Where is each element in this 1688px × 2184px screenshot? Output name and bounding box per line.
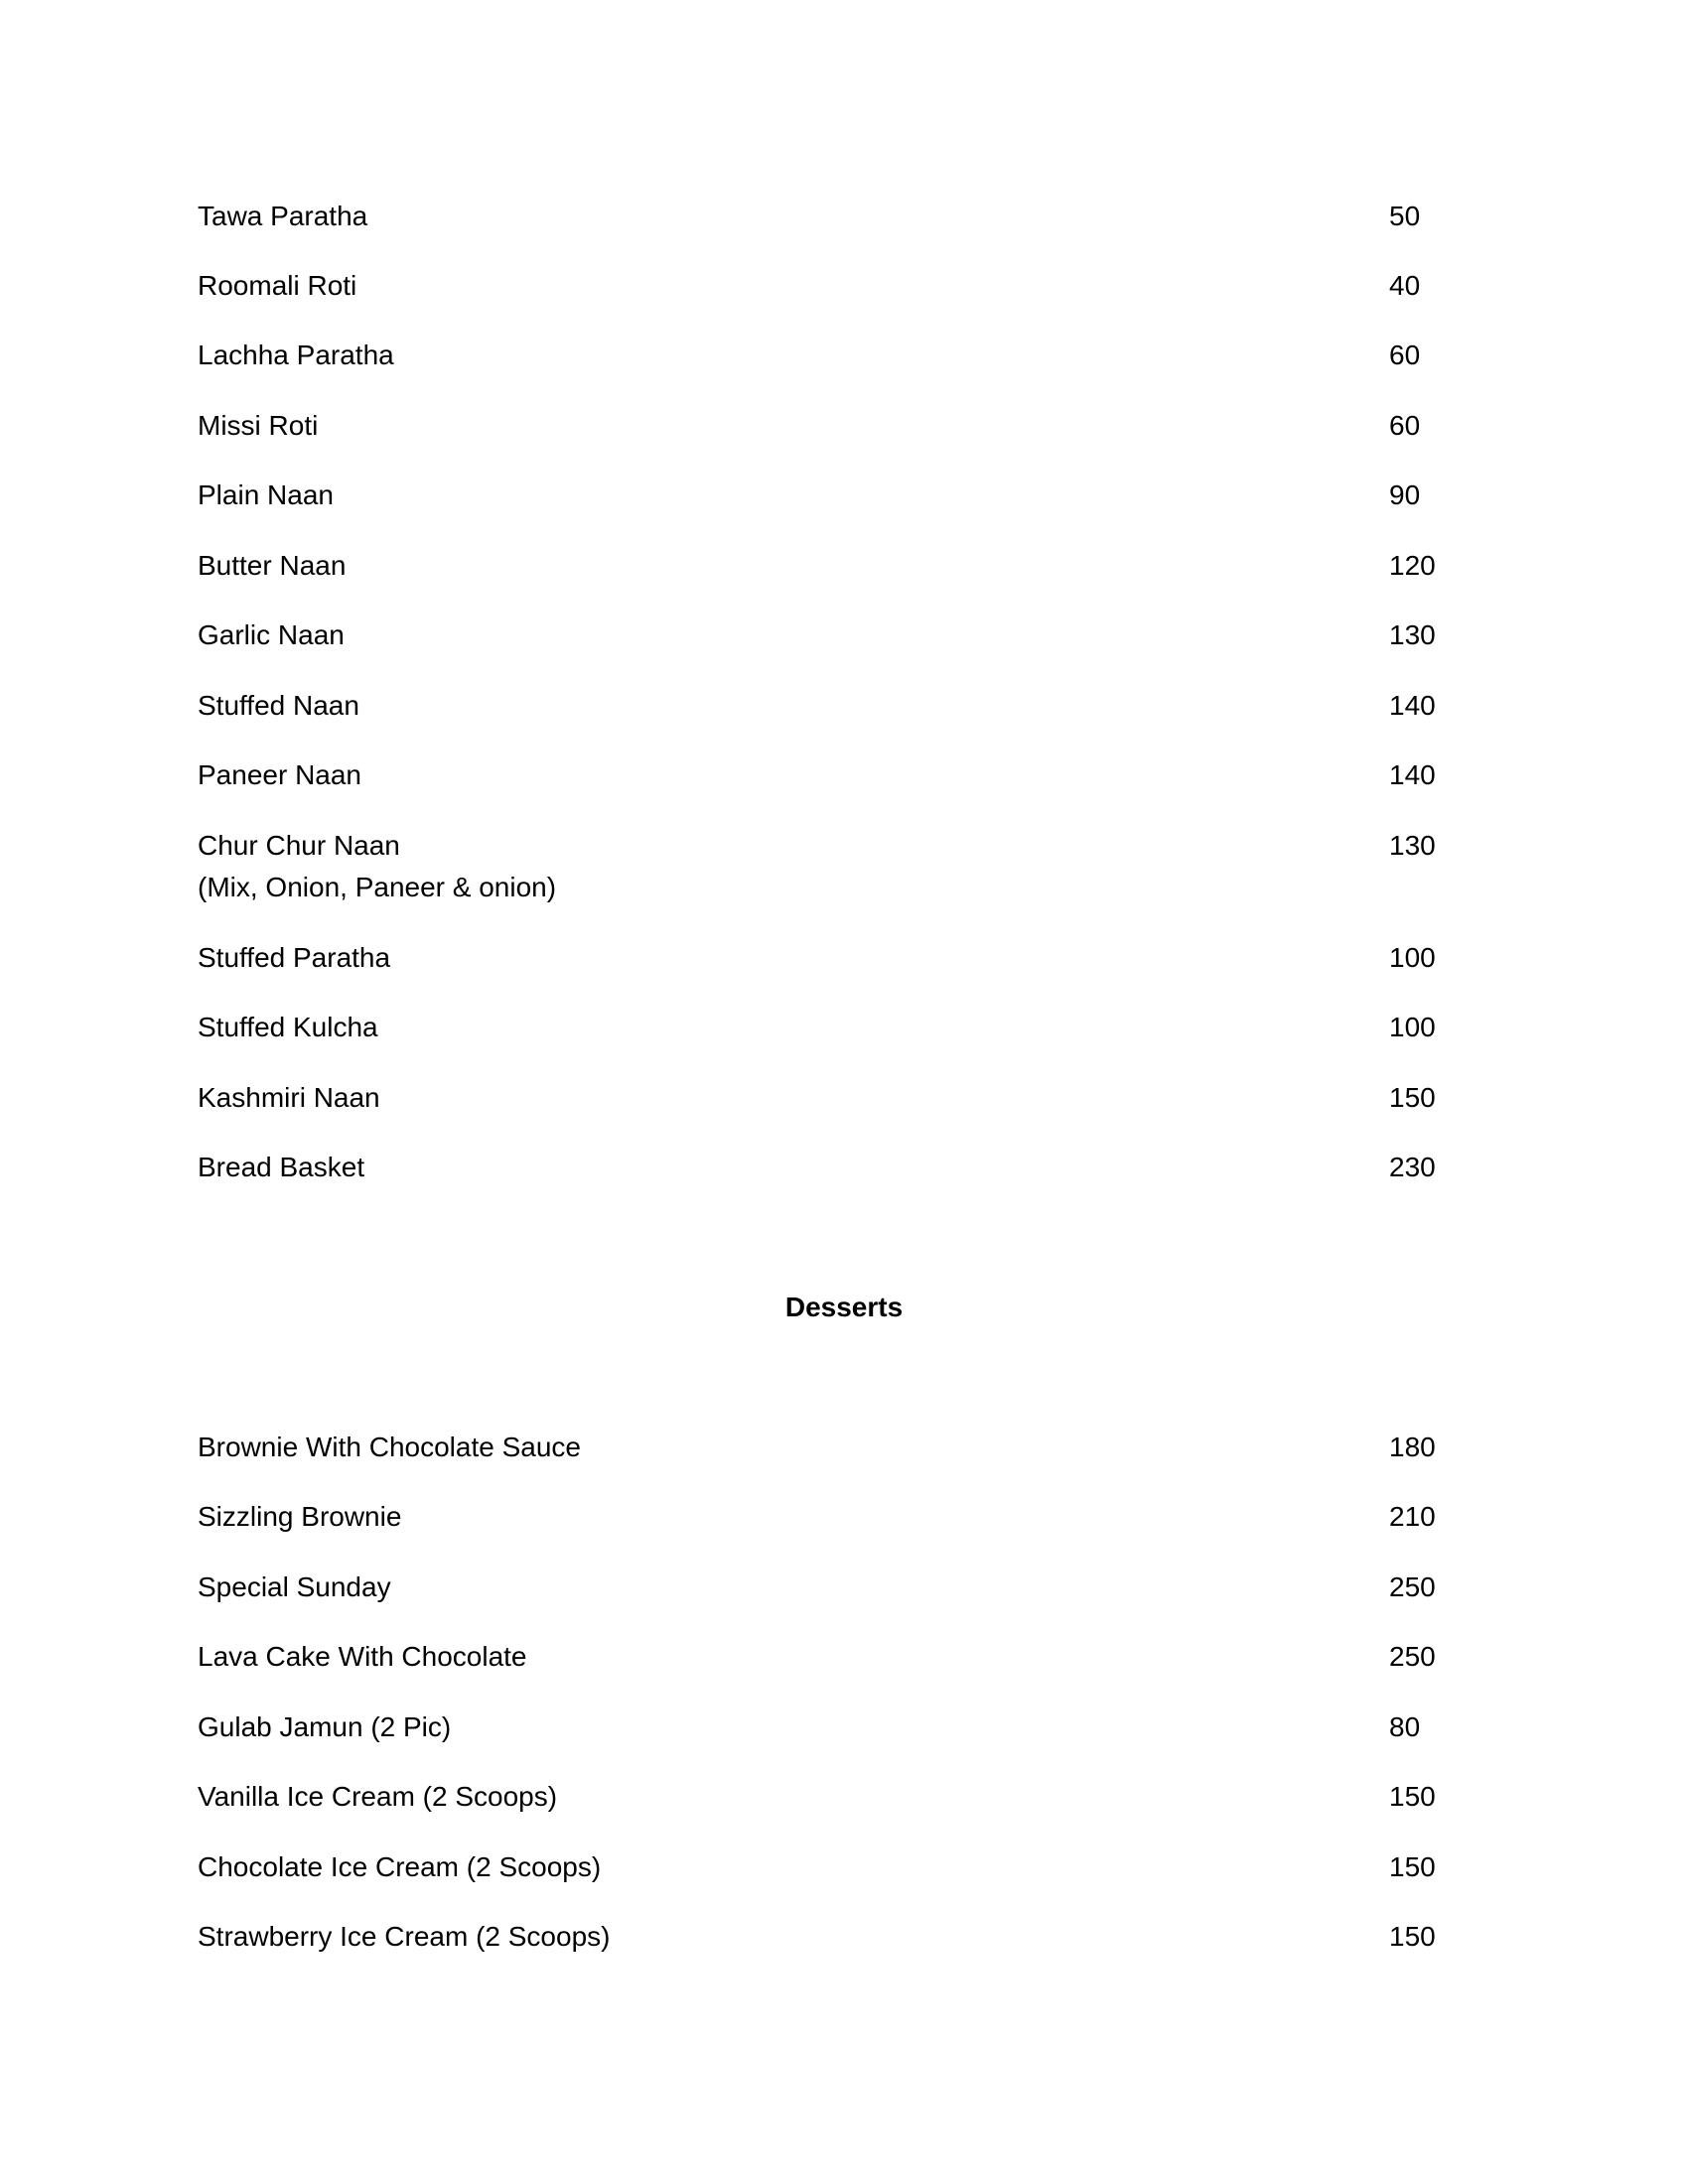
- item-price: 230: [1389, 1152, 1436, 1182]
- item-price: 120: [1389, 550, 1436, 581]
- item-price: 150: [1389, 1082, 1436, 1113]
- item-name: Butter Naan: [198, 550, 347, 581]
- item-price: 50: [1389, 201, 1421, 231]
- item-name: Sizzling Brownie: [198, 1501, 402, 1532]
- item-name: Stuffed Kulcha: [198, 1012, 378, 1042]
- item-name: Strawberry Ice Cream (2 Scoops): [198, 1921, 611, 1952]
- item-price: 140: [1389, 759, 1436, 790]
- item-price: 60: [1389, 340, 1421, 370]
- item-price: 150: [1389, 1851, 1436, 1882]
- item-price: 90: [1389, 479, 1421, 510]
- item-price: 100: [1389, 942, 1436, 973]
- item-price: 250: [1389, 1641, 1436, 1672]
- item-name: Stuffed Paratha: [198, 942, 391, 973]
- item-name: Plain Naan: [198, 479, 334, 510]
- item-name: Special Sunday: [198, 1571, 391, 1602]
- item-price: 210: [1389, 1501, 1436, 1532]
- item-name: Bread Basket: [198, 1152, 365, 1182]
- section-title-desserts: Desserts: [784, 1292, 904, 1322]
- item-name: Tawa Paratha: [198, 201, 368, 231]
- item-name: Roomali Roti: [198, 270, 357, 301]
- item-price: 140: [1389, 690, 1436, 721]
- item-price: 130: [1389, 830, 1436, 861]
- item-name: Lava Cake With Chocolate: [198, 1641, 527, 1672]
- item-price: 100: [1389, 1012, 1436, 1042]
- item-name: Missi Roti: [198, 410, 319, 441]
- item-name: Chur Chur Naan: [198, 830, 400, 861]
- item-price: 130: [1389, 619, 1436, 650]
- item-name: Gulab Jamun (2 Pic): [198, 1711, 452, 1742]
- item-note: (Mix, Onion, Paneer & onion): [198, 872, 557, 902]
- item-name: Garlic Naan: [198, 619, 345, 650]
- item-price: 150: [1389, 1781, 1436, 1812]
- item-price: 80: [1389, 1711, 1421, 1742]
- item-price: 150: [1389, 1921, 1436, 1952]
- item-price: 180: [1389, 1432, 1436, 1462]
- item-name: Chocolate Ice Cream (2 Scoops): [198, 1851, 602, 1882]
- item-name: Paneer Naan: [198, 759, 362, 790]
- item-price: 250: [1389, 1571, 1436, 1602]
- item-price: 40: [1389, 270, 1421, 301]
- item-name: Brownie With Chocolate Sauce: [198, 1432, 581, 1462]
- item-name: Lachha Paratha: [198, 340, 394, 370]
- item-price: 60: [1389, 410, 1421, 441]
- item-name: Kashmiri Naan: [198, 1082, 380, 1113]
- item-name: Stuffed Naan: [198, 690, 359, 721]
- item-name: Vanilla Ice Cream (2 Scoops): [198, 1781, 558, 1812]
